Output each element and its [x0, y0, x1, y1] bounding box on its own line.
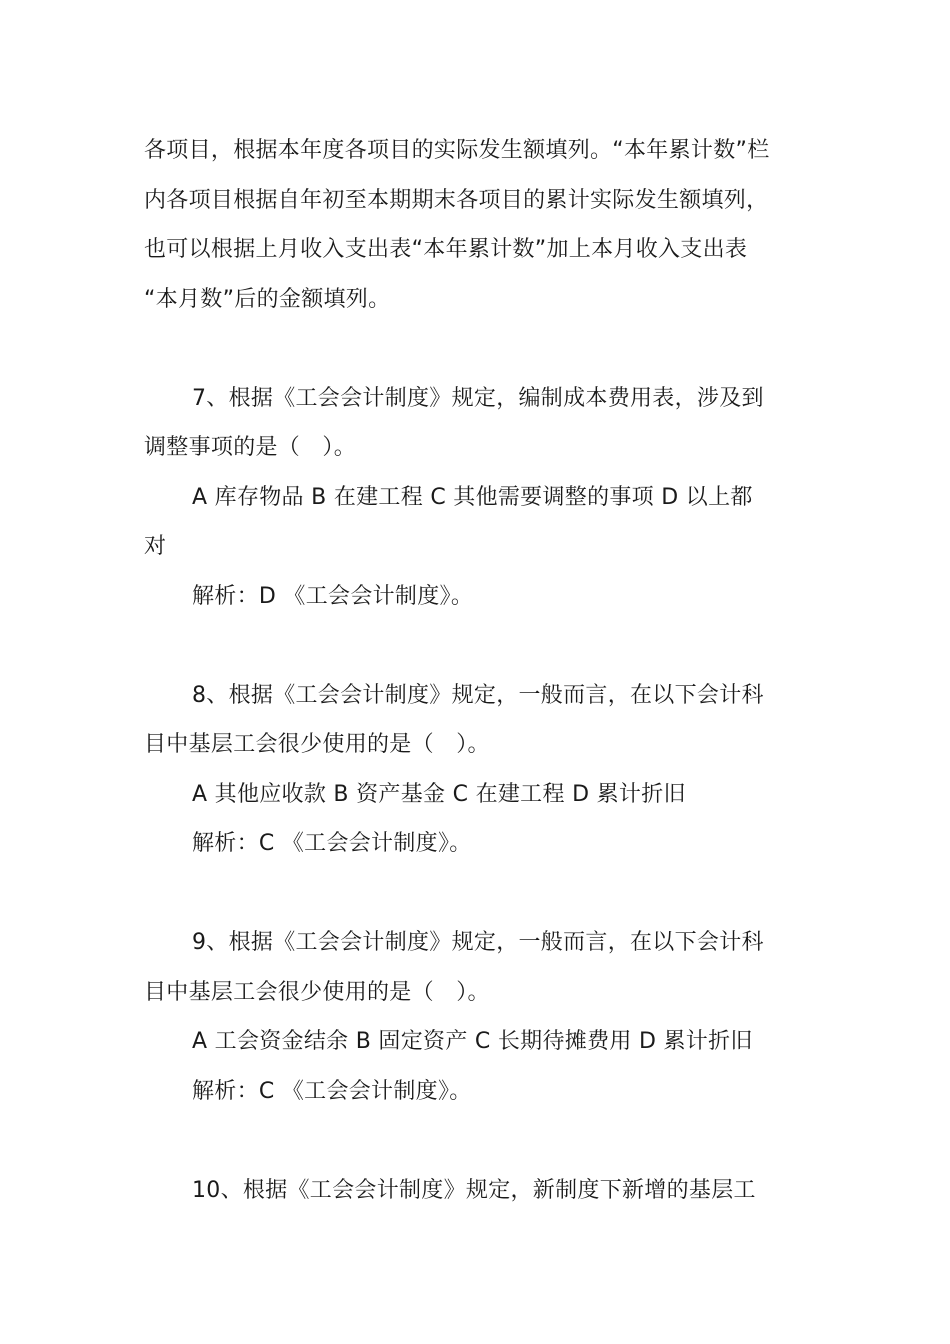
paragraph-gap — [144, 324, 834, 374]
paragraph-gap — [144, 869, 834, 919]
intro-line: 也可以根据上月收入支出表“本年累计数”加上本月收入支出表 — [144, 237, 748, 262]
question-9-options-line: A 工会资金结余 B 固定资产 C 长期待摊费用 D 累计折旧 — [192, 1029, 753, 1054]
intro-line: 内各项目根据自年初至本期期末各项目的累计实际发生额填列， — [144, 187, 769, 213]
question-9-stem-line-2: 目中基层工会很少使用的是（ ）。 — [144, 979, 490, 1005]
paragraph-gap — [144, 1116, 834, 1166]
question-7-stem-line-2: 调整事项的是（ ）。 — [144, 435, 357, 460]
document-body — [144, 126, 834, 1215]
question-9-stem-line-1: 9、根据《工会会计制度》规定，一般而言，在以下会计科 — [192, 930, 764, 955]
question-8-analysis — [144, 819, 834, 869]
question-8-stem-line-2: 目中基层工会很少使用的是（ ）。 — [144, 732, 490, 757]
question-9-analysis-line: 解析：C 《工会会计制度》。 — [192, 1078, 472, 1104]
question-9-options — [144, 1017, 834, 1067]
question-7-stem-line-1: 7、根据《工会会计制度》规定，编制成本费用表，涉及到 — [192, 385, 764, 411]
intro-line: 各项目，根据本年度各项目的实际发生额填列。“本年累计数”栏 — [144, 138, 770, 163]
intro-line: “本月数”后的金额填列。 — [144, 286, 391, 312]
question-7-options-line-2: 对 — [144, 534, 167, 559]
question-8-stem — [144, 671, 834, 770]
question-7-options — [144, 473, 834, 572]
question-7-stem — [144, 374, 834, 473]
question-9-stem — [144, 918, 834, 1017]
intro-paragraph — [144, 126, 834, 324]
question-8-stem-line-1: 8、根据《工会会计制度》规定，一般而言，在以下会计科 — [192, 682, 764, 708]
question-7-analysis — [144, 572, 834, 622]
question-8-options — [144, 770, 834, 820]
question-9-analysis — [144, 1067, 834, 1117]
question-8-options-line: A 其他应收款 B 资产基金 C 在建工程 D 累计折旧 — [192, 781, 686, 807]
question-8-analysis-line: 解析：C 《工会会计制度》。 — [192, 831, 472, 856]
question-10-stem-line-1: 10、根据《工会会计制度》规定，新制度下新增的基层工 — [192, 1177, 756, 1203]
question-7-analysis-line: 解析：D 《工会会计制度》。 — [192, 583, 474, 609]
question-7-options-line-1: A 库存物品 B 在建工程 C 其他需要调整的事项 D 以上都 — [192, 484, 753, 510]
question-10-stem — [144, 1166, 834, 1216]
paragraph-gap — [144, 621, 834, 671]
